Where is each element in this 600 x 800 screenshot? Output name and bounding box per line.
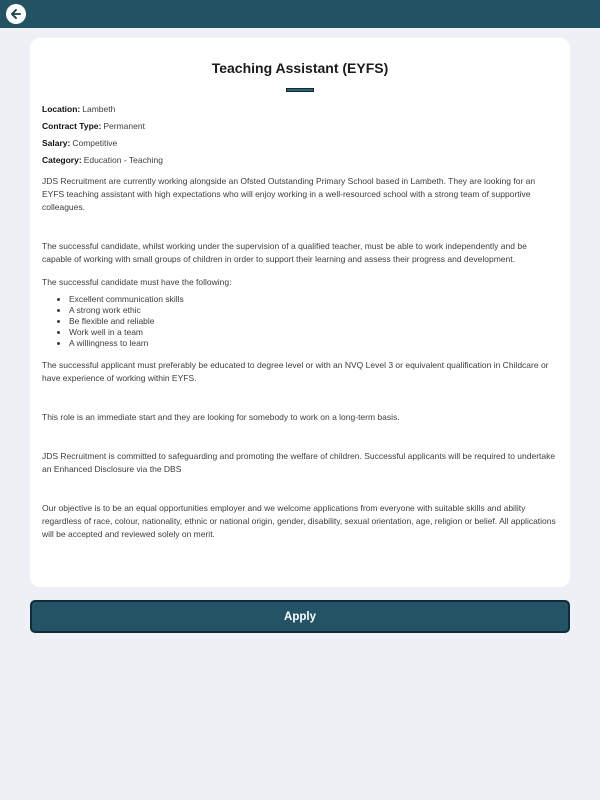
- requirements-list: [42, 294, 558, 349]
- requirement-item: • A willingness to learn: [69, 338, 558, 349]
- page-title: Teaching Assistant (EYFS): [211, 60, 389, 76]
- job-card: [30, 38, 570, 587]
- app-header: [0, 0, 600, 28]
- detail-value: Competitive: [72, 138, 118, 148]
- requirement-item: • A strong work ethic: [69, 305, 558, 316]
- detail-row-salary: [42, 138, 558, 148]
- detail-label: Salary:: [42, 138, 71, 148]
- description-paragraph: JDS Recruitment is committed to safeguarding and promoting the welfare of children. Successful applicants will be required to undertake an Enhanced Disclosure via the DBS: [42, 451, 556, 474]
- detail-row-location: [42, 104, 558, 114]
- detail-value: Permanent: [103, 121, 145, 131]
- job-description: [42, 175, 558, 541]
- requirement-item: • Be flexible and reliable: [69, 316, 558, 327]
- description-paragraph: JDS Recruitment are currently working alongside an Ofsted Outstanding Primary School based in Lambeth. They are looking for an EYFS teaching assistant with high expectations who will enjoy working in a well-resourced school with a strong team of supportive colleagues.: [42, 176, 536, 212]
- apply-button[interactable]: Apply: [30, 600, 570, 633]
- detail-row-contract-type: [42, 121, 558, 131]
- description-paragraph: The successful applicant must preferably be educated to degree level or with an NVQ Level 3 or equivalent qualification in Childcare or have experience of working within EYFS.: [42, 360, 549, 383]
- arrow-left-icon: [9, 7, 23, 21]
- detail-value: Lambeth: [82, 104, 116, 114]
- description-paragraph: The successful candidate, whilst working under the supervision of a qualified teacher, must be able to work independently and be capable of working with small groups of children in order to support their learning and assess their progress and development.: [42, 241, 527, 264]
- requirement-item: • Excellent communication skills: [69, 294, 558, 305]
- title-divider: [286, 88, 314, 92]
- detail-value: Education - Teaching: [83, 155, 163, 165]
- detail-row-category: [42, 155, 558, 165]
- detail-label: Location:: [42, 104, 81, 114]
- detail-label: Contract Type:: [42, 121, 102, 131]
- job-details: [42, 104, 558, 165]
- back-button[interactable]: [6, 4, 26, 24]
- detail-label: Category:: [42, 155, 82, 165]
- requirement-item: • Work well in a team: [69, 327, 558, 338]
- requirements-intro: The successful candidate must have the following:: [42, 277, 232, 287]
- description-paragraph: This role is an immediate start and they are looking for somebody to work on a long-term basis.: [42, 412, 400, 422]
- description-paragraph: Our objective is to be an equal opportunities employer and we welcome applications from everyone with suitable skills and ability regardless of race, colour, nationality, ethnic or national origin, gender, disability, sexual orientation, age, religion or belief. All applications will be accepted and reviewed solely on merit.: [42, 503, 556, 539]
